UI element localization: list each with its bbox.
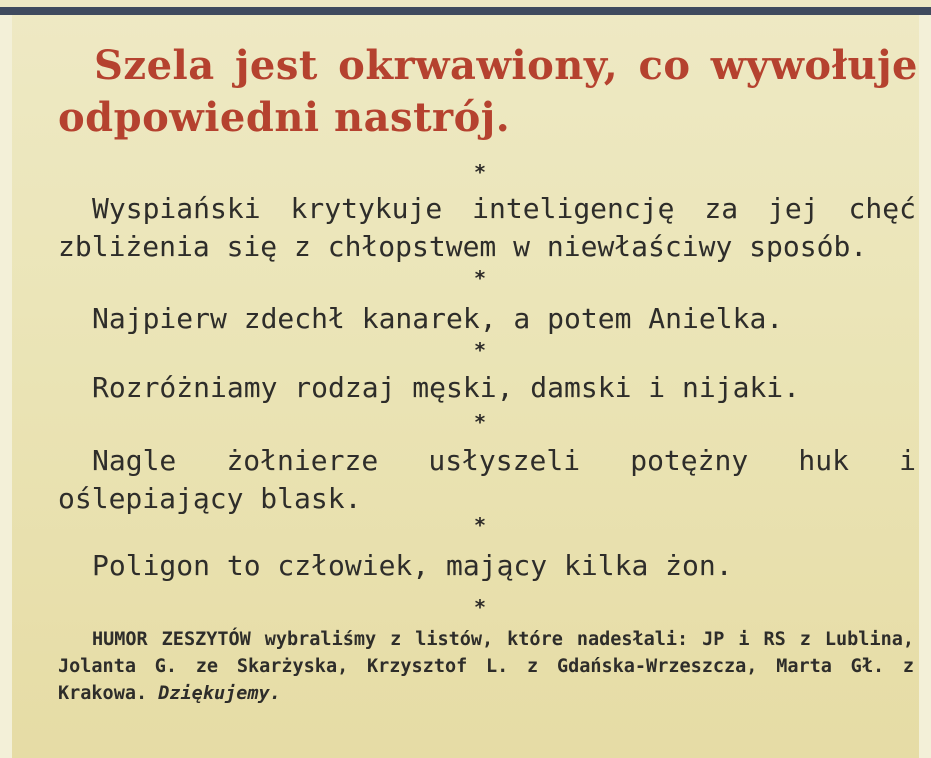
quote-item-5: Poligon to człowiek, mający kilka żon. (92, 549, 733, 582)
quote-item-1: Wyspiański krytykuje inteligencję za jej chęć zbliżenia się z chłopstwem w niewłaściwy sposób. (58, 192, 916, 263)
quote-item-4: Nagle żołnierze usłyszeli potężny huk i oślepiający blask. (58, 444, 916, 515)
top-rule (0, 7, 931, 15)
left-margin (0, 15, 12, 758)
credits-text: HUMOR ZESZYTÓW wybraliśmy z listów, które nadesłali: JP i RS z Lublina, Jolanta G. ze Skarżyska, Krzysztof L. z Gdańska-Wrzeszcza, Marta Gł. z Krakowa. (58, 629, 914, 704)
separator-star: * (474, 338, 486, 362)
quote-item-3: Rozróżniamy rodzaj męski, damski i nijaki. (92, 371, 801, 404)
separator-star: * (474, 595, 486, 619)
separator-star: * (474, 160, 486, 184)
separator-star: * (474, 410, 486, 434)
headline: Szela jest okrwawiony, co wywołuje odpowiedni nastrój. (58, 42, 918, 141)
separator-star: * (474, 513, 486, 537)
right-margin (919, 15, 931, 758)
quote-item-2: Najpierw zdechł kanarek, a potem Anielka. (92, 302, 784, 335)
thanks-text: Dziękujemy. (158, 683, 281, 704)
separator-star: * (474, 266, 486, 290)
credits-note (58, 626, 914, 707)
